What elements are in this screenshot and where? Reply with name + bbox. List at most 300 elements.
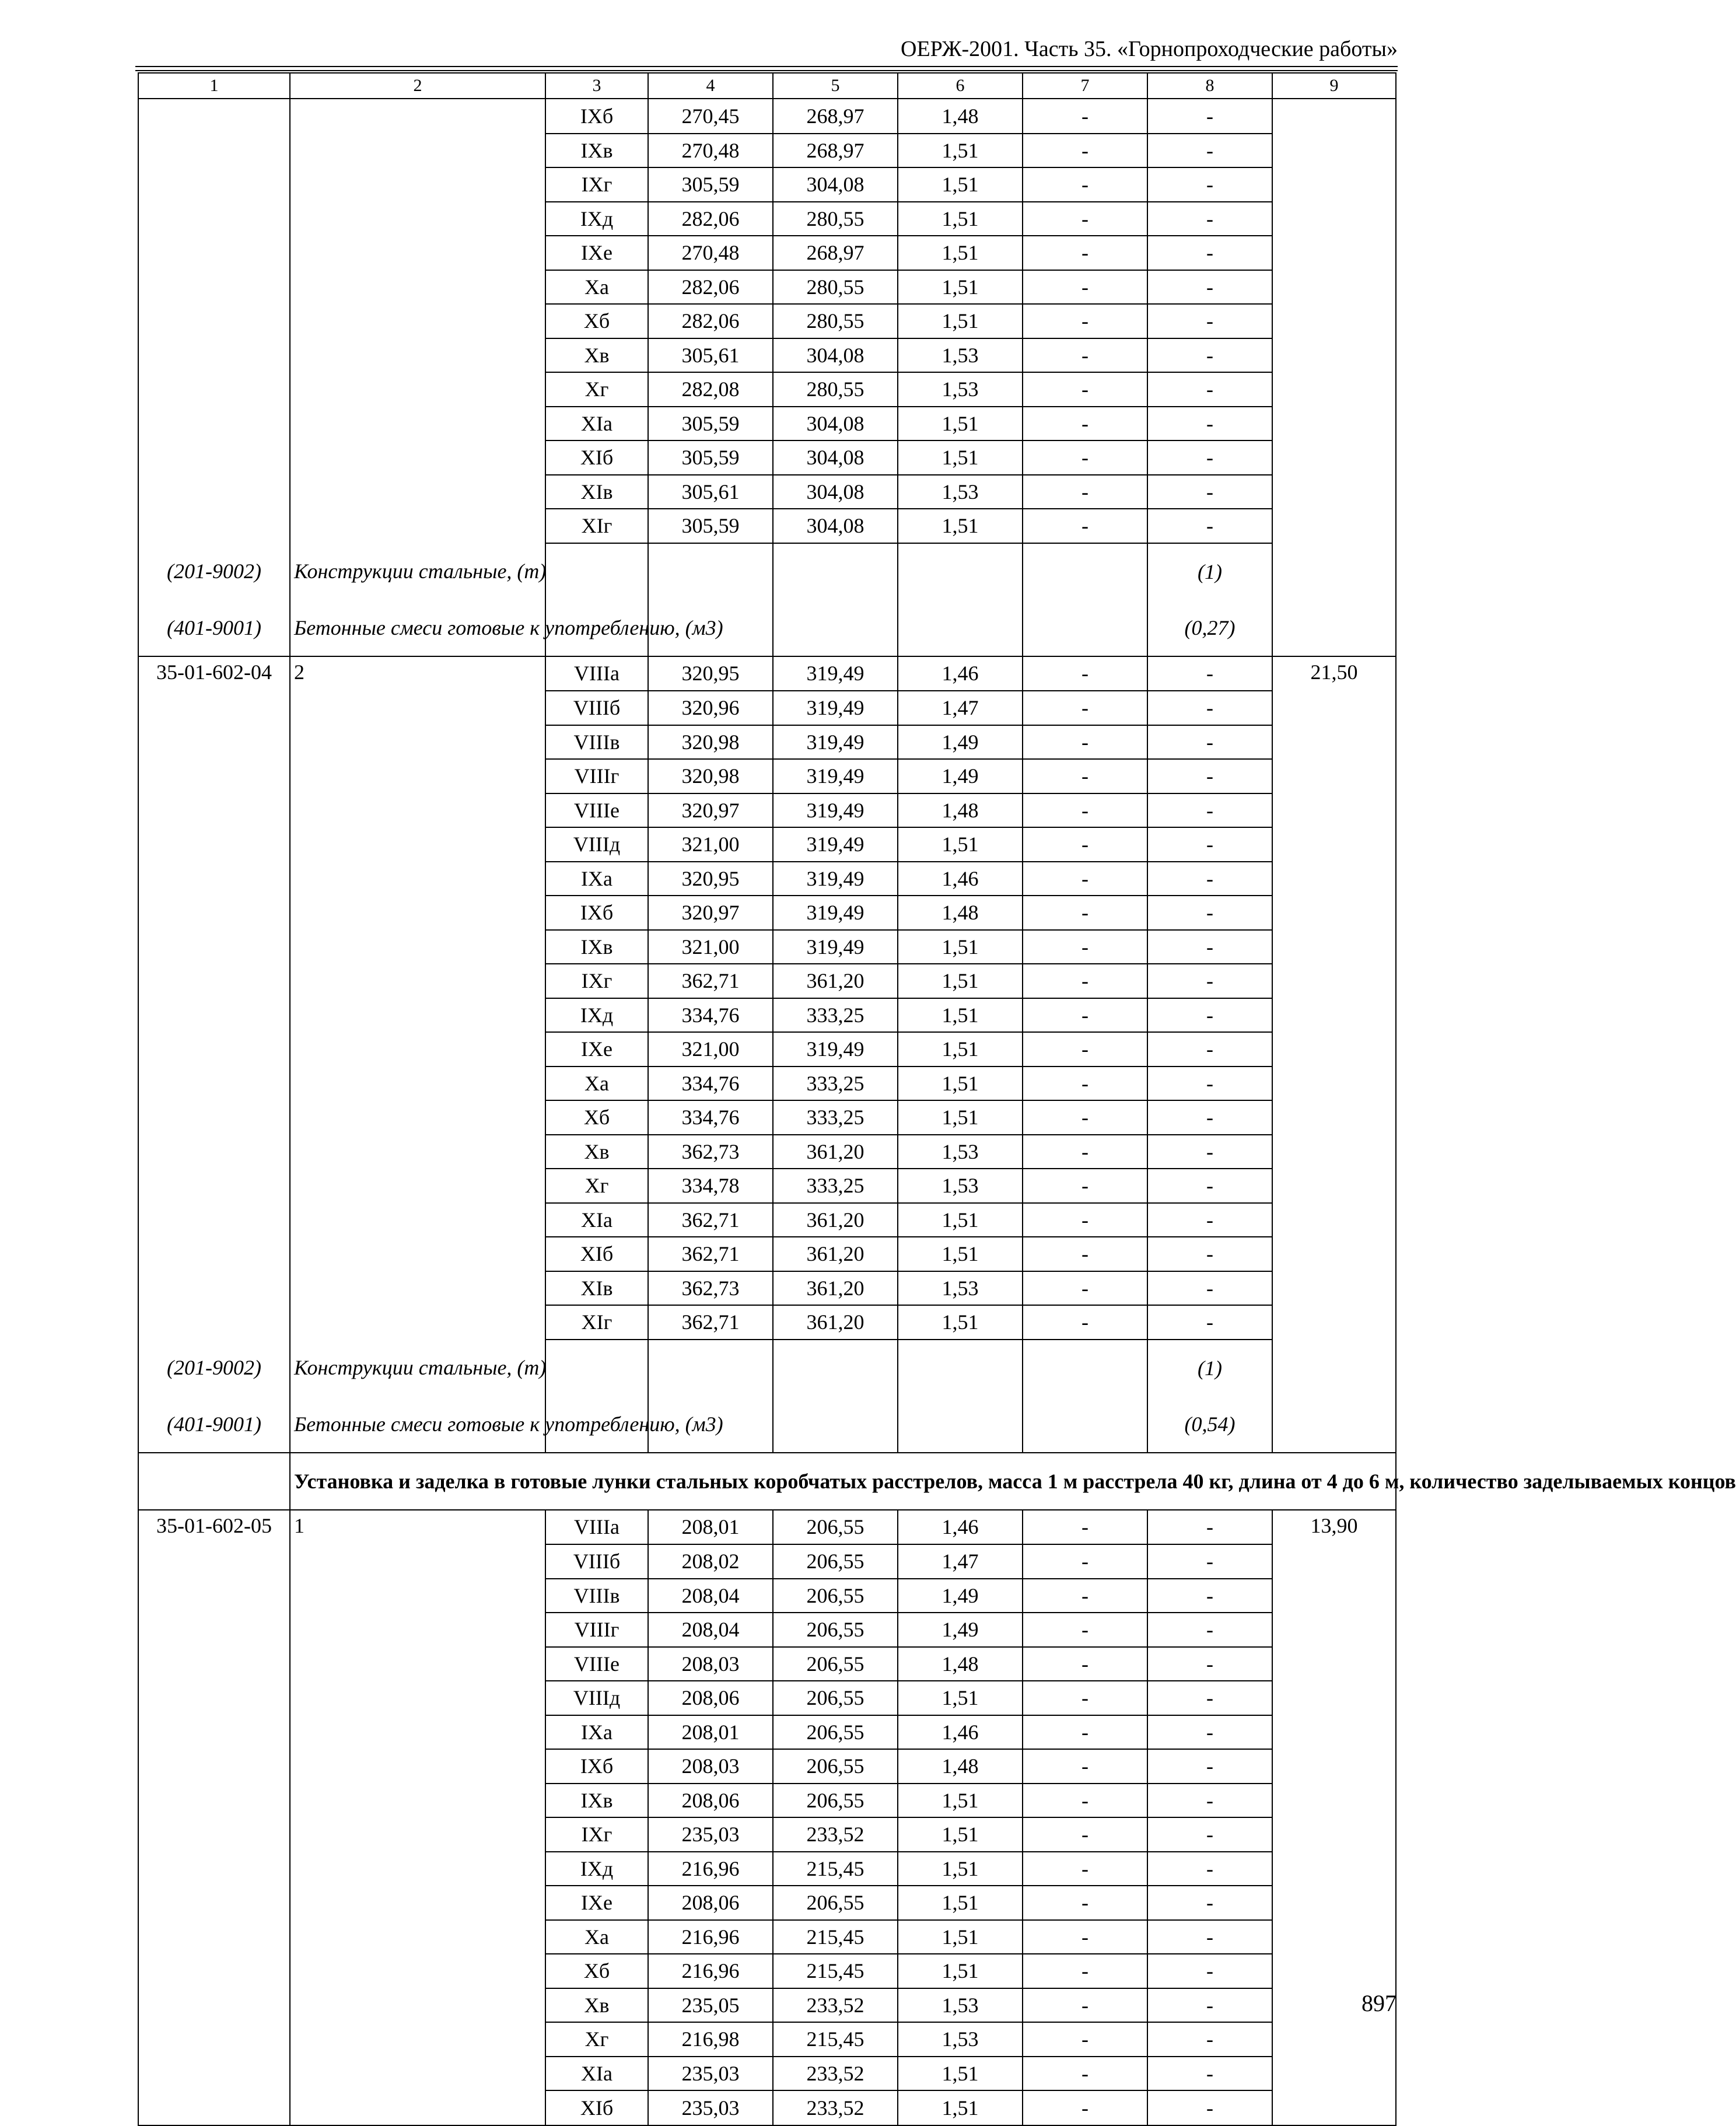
table-cell: - <box>1023 1169 1147 1203</box>
norm-code <box>138 896 290 930</box>
norm-variant <box>290 440 545 475</box>
table-cell: 1,48 <box>898 1647 1023 1681</box>
table-cell: - <box>1147 134 1272 168</box>
table-cell: 208,06 <box>648 1681 773 1715</box>
table-cell: 282,06 <box>648 270 773 305</box>
norm-code <box>138 372 290 407</box>
table-cell: 361,20 <box>773 964 898 998</box>
table-cell: VIIIд <box>545 827 648 862</box>
table-row <box>138 1784 1396 1818</box>
table-row <box>138 372 1396 407</box>
table-cell: - <box>1147 1784 1272 1818</box>
table-cell: IXд <box>545 1852 648 1886</box>
table-cell: 304,08 <box>773 440 898 475</box>
resource-empty-cell <box>773 543 898 600</box>
norm-variant <box>290 236 545 270</box>
norm-code <box>138 862 290 896</box>
table-cell: 304,08 <box>773 509 898 543</box>
table-cell: 1,48 <box>898 896 1023 930</box>
table-cell: 333,25 <box>773 1067 898 1101</box>
table-cell: VIIIг <box>545 1613 648 1647</box>
table-cell: VIIIа <box>545 656 648 691</box>
table-row <box>138 134 1396 168</box>
table-cell: 1,51 <box>898 509 1023 543</box>
norm-variant <box>290 691 545 725</box>
norm-variant <box>290 338 545 373</box>
table-row <box>138 304 1396 338</box>
resource-value: (1) <box>1147 543 1272 600</box>
norm-code <box>138 509 290 543</box>
resource-row <box>138 1340 1396 1396</box>
resource-empty-cell <box>1023 600 1147 656</box>
table-cell: - <box>1023 134 1147 168</box>
table-cell: 1,51 <box>898 1100 1023 1135</box>
table-cell: 305,59 <box>648 167 773 202</box>
resource-empty-cell <box>545 1340 648 1396</box>
table-cell: XIг <box>545 509 648 543</box>
table-cell: 206,55 <box>773 1510 898 1545</box>
table-cell: 1,53 <box>898 1169 1023 1203</box>
resource-value: (1) <box>1147 1340 1272 1396</box>
norm-variant <box>290 304 545 338</box>
norm-code <box>138 1237 290 1271</box>
table-row <box>138 998 1396 1033</box>
table-cell: 216,96 <box>648 1920 773 1954</box>
norm-code <box>138 1886 290 1920</box>
table-cell: - <box>1147 304 1272 338</box>
table-cell: 333,25 <box>773 998 898 1033</box>
page-number: 897 <box>1362 1990 1396 2016</box>
table-cell: - <box>1023 304 1147 338</box>
norm-code <box>138 1032 290 1067</box>
table-cell: - <box>1147 964 1272 998</box>
table-cell: - <box>1023 270 1147 305</box>
norm-code <box>138 1305 290 1340</box>
table-row <box>138 1135 1396 1169</box>
column-number: 2 <box>290 73 545 99</box>
table-cell: 305,61 <box>648 475 773 509</box>
table-cell: - <box>1147 1544 1272 1579</box>
norm-variant <box>290 372 545 407</box>
table-cell: - <box>1023 725 1147 760</box>
norm-code <box>138 1544 290 1579</box>
table-cell: - <box>1023 167 1147 202</box>
table-cell: 233,52 <box>773 2090 898 2125</box>
table-cell: 1,51 <box>898 202 1023 236</box>
table-cell: Xа <box>545 1067 648 1101</box>
table-cell: - <box>1147 1681 1272 1715</box>
table-cell: IXв <box>545 930 648 964</box>
table-cell: IXв <box>545 1784 648 1818</box>
table-cell: Xб <box>545 1100 648 1135</box>
norm-variant <box>290 1749 545 1784</box>
table-row <box>138 2057 1396 2091</box>
norm-variant <box>290 270 545 305</box>
norm-variant <box>290 1305 545 1340</box>
norm-code <box>138 1647 290 1681</box>
resource-empty-cell <box>648 1340 773 1396</box>
norm-code <box>138 998 290 1033</box>
table-cell: - <box>1147 759 1272 793</box>
table-cell: - <box>1023 372 1147 407</box>
table-cell: - <box>1147 338 1272 373</box>
norm-variant <box>290 1169 545 1203</box>
resource-code: (201-9002) <box>138 543 290 600</box>
table-cell: 320,95 <box>648 656 773 691</box>
table-cell: XIб <box>545 1237 648 1271</box>
table-row <box>138 1067 1396 1101</box>
table-cell: - <box>1147 1886 1272 1920</box>
column-number: 8 <box>1147 73 1272 99</box>
table-cell: - <box>1147 167 1272 202</box>
table-cell: 1,46 <box>898 862 1023 896</box>
norm-code <box>138 236 290 270</box>
norm-variant <box>290 827 545 862</box>
table-cell: 270,48 <box>648 134 773 168</box>
table-cell: - <box>1023 2090 1147 2125</box>
table-cell: 361,20 <box>773 1135 898 1169</box>
table-cell: 1,51 <box>898 1954 1023 1988</box>
table-row <box>138 1237 1396 1271</box>
column-number: 6 <box>898 73 1023 99</box>
table-cell: 1,51 <box>898 407 1023 441</box>
table-cell: - <box>1147 372 1272 407</box>
table-cell: 235,03 <box>648 2057 773 2091</box>
table-cell: - <box>1147 793 1272 828</box>
norm-variant <box>290 1784 545 1818</box>
table-cell: IXг <box>545 167 648 202</box>
table-row <box>138 862 1396 896</box>
norm-code <box>138 793 290 828</box>
table-cell: 304,08 <box>773 475 898 509</box>
table-cell: - <box>1147 1237 1272 1271</box>
norm-variant: 2 <box>290 656 545 691</box>
table-cell: 206,55 <box>773 1749 898 1784</box>
table-cell: XIв <box>545 475 648 509</box>
resource-empty-cell <box>1023 1340 1147 1396</box>
table-cell: - <box>1023 964 1147 998</box>
table-cell: IXе <box>545 236 648 270</box>
table-cell: 1,51 <box>898 998 1023 1033</box>
table-cell: 304,08 <box>773 167 898 202</box>
table-cell: - <box>1023 202 1147 236</box>
column-number-row <box>138 73 1396 99</box>
table-cell: 1,51 <box>898 1067 1023 1101</box>
norm-variant <box>290 475 545 509</box>
norm-code <box>138 167 290 202</box>
norm-code <box>138 1988 290 2023</box>
norm-variant <box>290 1067 545 1101</box>
table-cell: - <box>1023 1135 1147 1169</box>
resource-empty-cell <box>773 1396 898 1453</box>
table-cell: - <box>1023 475 1147 509</box>
table-cell: VIIIб <box>545 691 648 725</box>
norm-code <box>138 2057 290 2091</box>
table-cell: 1,51 <box>898 1237 1023 1271</box>
table-cell: - <box>1023 793 1147 828</box>
heading-empty-cell <box>138 1453 290 1510</box>
column-number: 3 <box>545 73 648 99</box>
resource-code: (201-9002) <box>138 1340 290 1396</box>
norm-code: 35-01-602-05 <box>138 1510 290 1545</box>
table-cell: 1,49 <box>898 725 1023 760</box>
table-cell: - <box>1023 1715 1147 1750</box>
norm-code <box>138 202 290 236</box>
table-cell: 268,97 <box>773 134 898 168</box>
table-cell: 1,53 <box>898 2022 1023 2057</box>
table-cell: - <box>1023 759 1147 793</box>
table-row <box>138 440 1396 475</box>
norm-variant <box>290 202 545 236</box>
table-cell: - <box>1147 862 1272 896</box>
table-cell: VIIIе <box>545 1647 648 1681</box>
table-cell: 206,55 <box>773 1613 898 1647</box>
norm-code <box>138 1681 290 1715</box>
table-cell: 319,49 <box>773 930 898 964</box>
norm-variant <box>290 759 545 793</box>
table-cell: 1,51 <box>898 304 1023 338</box>
table-cell: - <box>1147 1169 1272 1203</box>
column-number: 4 <box>648 73 773 99</box>
table-cell: 1,53 <box>898 1988 1023 2023</box>
table-row <box>138 759 1396 793</box>
table-cell: VIIIд <box>545 1681 648 1715</box>
table-row <box>138 656 1396 691</box>
table-row <box>138 270 1396 305</box>
norm-variant <box>290 1852 545 1886</box>
norm-variant <box>290 2090 545 2125</box>
norm-variant <box>290 793 545 828</box>
table-cell: - <box>1023 407 1147 441</box>
table-cell: 362,71 <box>648 1305 773 1340</box>
table-cell: Xг <box>545 2022 648 2057</box>
norm-variant <box>290 2022 545 2057</box>
table-cell: 1,48 <box>898 1749 1023 1784</box>
table-cell: 1,49 <box>898 759 1023 793</box>
table-cell: - <box>1147 1203 1272 1237</box>
table-cell: XIг <box>545 1305 648 1340</box>
table-cell: 320,98 <box>648 725 773 760</box>
table-row <box>138 475 1396 509</box>
table-cell: - <box>1023 1067 1147 1101</box>
table-cell: 361,20 <box>773 1271 898 1306</box>
norm-variant <box>290 1579 545 1613</box>
table-cell: - <box>1023 2057 1147 2091</box>
table-cell: - <box>1023 1681 1147 1715</box>
header-rule-bottom <box>135 70 1398 71</box>
column-number: 1 <box>138 73 290 99</box>
table-cell: 1,47 <box>898 1544 1023 1579</box>
table-cell: - <box>1147 1305 1272 1340</box>
table-cell: 1,51 <box>898 964 1023 998</box>
table-cell: 208,01 <box>648 1715 773 1750</box>
table-cell: - <box>1147 1067 1272 1101</box>
table-cell: 304,08 <box>773 338 898 373</box>
table-cell: - <box>1147 2057 1272 2091</box>
table-cell: 216,96 <box>648 1852 773 1886</box>
table-cell: 208,04 <box>648 1579 773 1613</box>
table-cell: 1,53 <box>898 338 1023 373</box>
table-cell: - <box>1023 691 1147 725</box>
table-cell: 208,02 <box>648 1544 773 1579</box>
norm-code <box>138 1135 290 1169</box>
norm-variant <box>290 99 545 134</box>
table-row <box>138 1579 1396 1613</box>
table-cell: IXб <box>545 99 648 134</box>
resource-value: (0,54) <box>1147 1396 1272 1453</box>
table-cell: 1,51 <box>898 1305 1023 1340</box>
resource-empty-cell <box>1023 1396 1147 1453</box>
table-row <box>138 236 1396 270</box>
norm-code <box>138 304 290 338</box>
resource-empty-cell <box>773 600 898 656</box>
norm-code <box>138 1749 290 1784</box>
table-cell: - <box>1023 440 1147 475</box>
table-cell: 334,76 <box>648 998 773 1033</box>
norm-code <box>138 1852 290 1886</box>
norm-code <box>138 134 290 168</box>
norm-code <box>138 1715 290 1750</box>
table-cell: - <box>1147 440 1272 475</box>
table-cell: - <box>1023 998 1147 1033</box>
table-cell: 319,49 <box>773 725 898 760</box>
table-row <box>138 2022 1396 2057</box>
table-row <box>138 1032 1396 1067</box>
norm-code <box>138 1817 290 1852</box>
table-cell: - <box>1147 1954 1272 1988</box>
table-cell: - <box>1023 1203 1147 1237</box>
table-cell: 1,53 <box>898 1271 1023 1306</box>
norm-variant <box>290 964 545 998</box>
table-cell: - <box>1023 1817 1147 1852</box>
table-cell: XIа <box>545 407 648 441</box>
table-cell: - <box>1023 1954 1147 1988</box>
norm-variant <box>290 167 545 202</box>
norm-variant: 1 <box>290 1510 545 1545</box>
norm-variant <box>290 1271 545 1306</box>
table-cell: - <box>1023 1032 1147 1067</box>
table-cell: 305,59 <box>648 509 773 543</box>
norm-code <box>138 691 290 725</box>
resource-name: Бетонные смеси готовые к употреблению, (м3) <box>290 1396 545 1453</box>
norm-code: 35-01-602-04 <box>138 656 290 691</box>
resource-row <box>138 600 1396 656</box>
table-cell: 282,08 <box>648 372 773 407</box>
table-row <box>138 1305 1396 1340</box>
table-cell: 270,48 <box>648 236 773 270</box>
table-cell: 305,61 <box>648 338 773 373</box>
table-cell: 216,96 <box>648 1954 773 1988</box>
table-cell: 319,49 <box>773 896 898 930</box>
table-cell: - <box>1023 1886 1147 1920</box>
table-cell: - <box>1023 236 1147 270</box>
norm-code <box>138 1100 290 1135</box>
table-cell: - <box>1147 509 1272 543</box>
resource-empty-cell <box>773 1340 898 1396</box>
norm-code <box>138 827 290 862</box>
table-cell: VIIIв <box>545 725 648 760</box>
table-cell: - <box>1147 202 1272 236</box>
table-cell: - <box>1147 656 1272 691</box>
table-cell: Xб <box>545 304 648 338</box>
table-cell: - <box>1147 99 1272 134</box>
table-cell: - <box>1023 2022 1147 2057</box>
table-cell: 1,53 <box>898 1135 1023 1169</box>
table-cell: - <box>1023 1100 1147 1135</box>
table-cell: VIIIв <box>545 1579 648 1613</box>
table-cell: - <box>1147 827 1272 862</box>
table-cell: - <box>1147 896 1272 930</box>
table-cell: IXе <box>545 1032 648 1067</box>
table-cell: IXг <box>545 964 648 998</box>
table-cell: 1,46 <box>898 1510 1023 1545</box>
table-cell: Xв <box>545 1135 648 1169</box>
table-cell: - <box>1023 338 1147 373</box>
norm-variant <box>290 1613 545 1647</box>
table-cell: - <box>1023 827 1147 862</box>
table-row <box>138 1544 1396 1579</box>
norm-variant <box>290 1135 545 1169</box>
table-row <box>138 2090 1396 2125</box>
table-cell: 319,49 <box>773 827 898 862</box>
table-cell: - <box>1023 509 1147 543</box>
table-cell: VIIIг <box>545 759 648 793</box>
table-cell: XIв <box>545 1271 648 1306</box>
table-cell: 280,55 <box>773 304 898 338</box>
table-cell: 1,51 <box>898 1784 1023 1818</box>
table-cell: 305,59 <box>648 407 773 441</box>
table-cell: 215,45 <box>773 1852 898 1886</box>
norm-variant <box>290 862 545 896</box>
table-cell: 208,04 <box>648 1613 773 1647</box>
table-row <box>138 1954 1396 1988</box>
table-cell: 319,49 <box>773 691 898 725</box>
norm-code <box>138 2022 290 2057</box>
table-cell: 270,45 <box>648 99 773 134</box>
table-cell: 362,71 <box>648 1237 773 1271</box>
table-cell: IXг <box>545 1817 648 1852</box>
table-row <box>138 691 1396 725</box>
table-cell: 320,97 <box>648 896 773 930</box>
norm-code <box>138 2090 290 2125</box>
table-cell: - <box>1147 1579 1272 1613</box>
norm-code <box>138 475 290 509</box>
norm-code <box>138 270 290 305</box>
table-cell: - <box>1147 1647 1272 1681</box>
table-cell: 304,08 <box>773 407 898 441</box>
table-cell: 361,20 <box>773 1237 898 1271</box>
table-cell: 206,55 <box>773 1715 898 1750</box>
resource-row <box>138 1396 1396 1453</box>
table-cell: - <box>1023 1852 1147 1886</box>
table-row <box>138 1852 1396 1886</box>
table-cell: 206,55 <box>773 1544 898 1579</box>
table-cell: 233,52 <box>773 1817 898 1852</box>
table-cell: 235,03 <box>648 2090 773 2125</box>
table-cell: Xб <box>545 1954 648 1988</box>
table-cell: 215,45 <box>773 2022 898 2057</box>
table-cell: 208,03 <box>648 1647 773 1681</box>
table-cell: 321,00 <box>648 827 773 862</box>
table-cell: 233,52 <box>773 1988 898 2023</box>
page-header <box>135 33 1398 65</box>
table-cell: 1,51 <box>898 1817 1023 1852</box>
table-cell: 1,51 <box>898 1886 1023 1920</box>
table-cell: - <box>1023 1647 1147 1681</box>
resource-empty-cell <box>898 1396 1023 1453</box>
table-cell: 1,51 <box>898 270 1023 305</box>
table-cell: - <box>1147 725 1272 760</box>
